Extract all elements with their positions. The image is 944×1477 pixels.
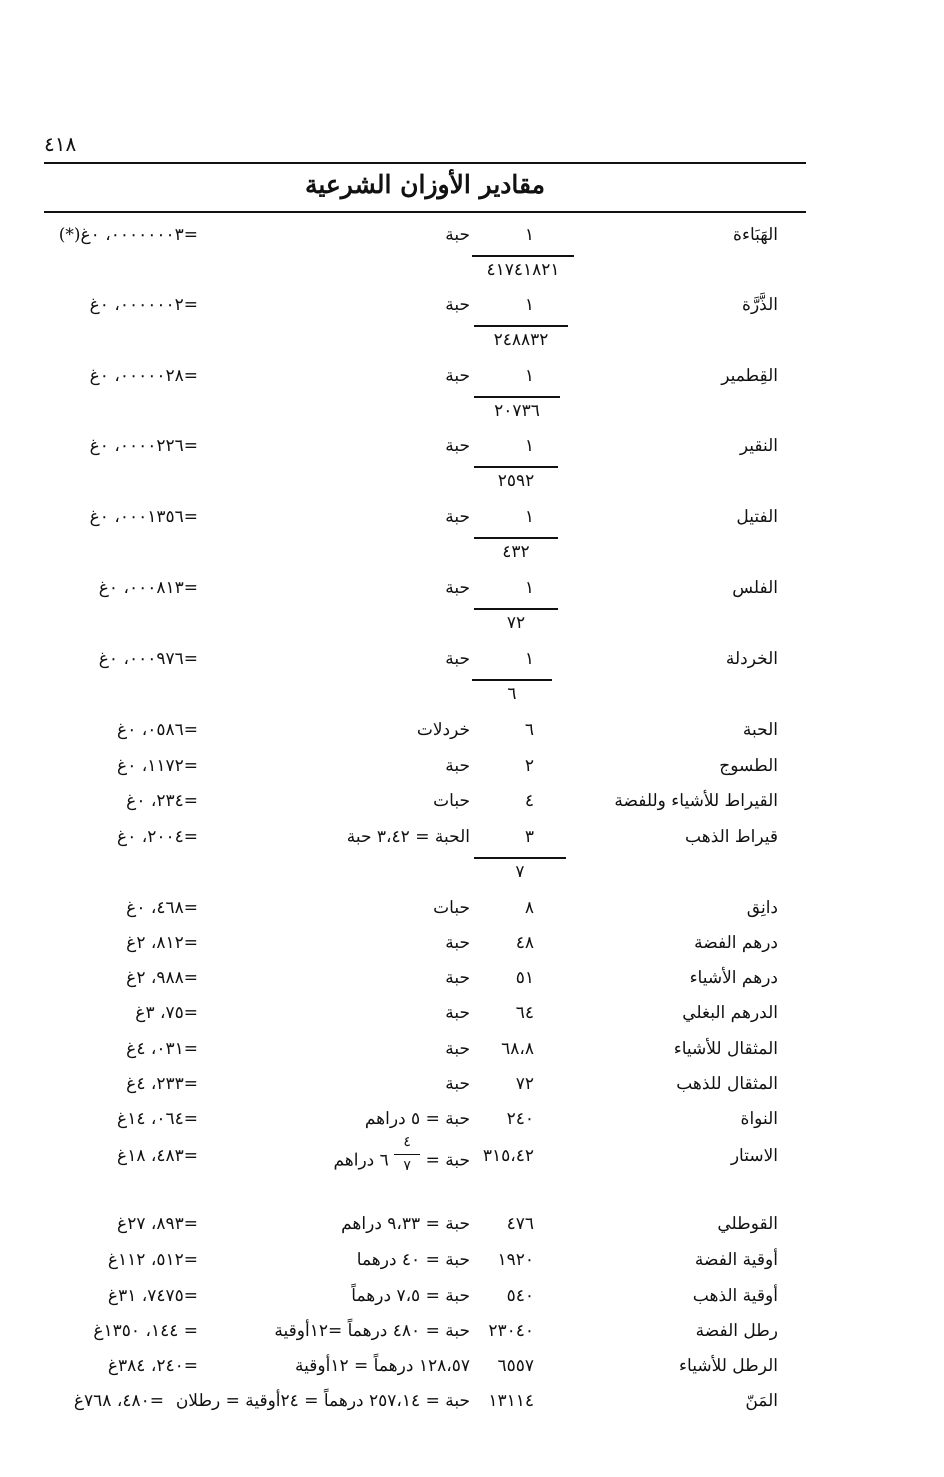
- fraction-denominator: ٧: [515, 862, 525, 882]
- measure-name: أوقية الذهب: [692, 1286, 778, 1306]
- gram-equivalent: =٠٠٠٨١٣، ٠غ: [98, 578, 198, 598]
- fraction-denominator: ٦: [507, 684, 517, 704]
- measure-name: الدرهم البغلي: [682, 1003, 778, 1023]
- gram-equivalent: =٢٣٣، ٤غ: [126, 1074, 198, 1094]
- gram-equivalent: =٠٠٠٠٠٢٨، ٠غ: [89, 366, 198, 386]
- measure-name: القوطلي: [717, 1214, 778, 1234]
- measure-name: النقير: [739, 436, 778, 456]
- measure-name: النواة: [740, 1109, 778, 1129]
- title-rule: [44, 211, 806, 213]
- measure-value: ٦٤: [515, 1003, 534, 1023]
- gram-equivalent: =٠٠٠٠٠٠٠٣، ٠غ(*): [58, 225, 198, 245]
- table-row: [0, 756, 944, 786]
- measure-value: ٣١٥،٤٢: [482, 1146, 534, 1166]
- fraction-bar: [474, 325, 568, 327]
- measure-unit: حبة = ٢٥٧،١٤ درهماً = ٢٤أوقية = رطلان: [175, 1391, 470, 1411]
- measure-unit: حبة = ٤٠ درهما: [356, 1250, 470, 1270]
- page-title: مقادير الأوزان الشرعية: [304, 170, 546, 199]
- table-row: [0, 1214, 944, 1244]
- table-row: [0, 1003, 944, 1033]
- gram-equivalent: =٠٠٠٠٠٠٢، ٠غ: [89, 295, 198, 315]
- unit-suffix: دراهم: [333, 1150, 375, 1171]
- measure-name: الحبة: [742, 720, 778, 740]
- fraction-bar: [474, 466, 558, 468]
- measure-name: الطسوج: [719, 756, 778, 776]
- gram-equivalent: =٧٤٧٥، ٣١غ: [107, 1286, 198, 1306]
- table-row: [0, 827, 944, 857]
- measure-unit: حبة: [445, 933, 470, 953]
- measure-value: ٣: [524, 827, 534, 847]
- table-row: [0, 968, 944, 998]
- measure-name: الفتيل: [736, 507, 778, 527]
- gram-equivalent: =٥١٢، ١١٢غ: [107, 1250, 198, 1270]
- gram-equivalent: = ١٤٤، ١٣٥٠غ: [93, 1321, 198, 1341]
- measure-unit: حبة: [445, 507, 470, 527]
- measure-unit: ١٢٨،٥٧ درهماً = ١٢أوقية: [295, 1356, 470, 1376]
- fraction-bar: [472, 679, 552, 681]
- gram-equivalent: =١١٧٢، ٠غ: [117, 756, 198, 776]
- measure-value: ٧٢: [515, 1074, 534, 1094]
- measure-unit: حبات: [433, 898, 470, 918]
- fraction-line: [394, 1154, 420, 1155]
- measure-name: المثقال للذهب: [676, 1074, 778, 1094]
- measure-name: درهم الفضة: [694, 933, 778, 953]
- table-row: [0, 1391, 944, 1421]
- measure-unit: حبة: [445, 225, 470, 245]
- measure-value: ١: [524, 578, 534, 598]
- measure-value: ٨: [524, 898, 534, 918]
- gram-equivalent: =٢٤٠، ٣٨٤غ: [107, 1356, 198, 1376]
- fraction-bar: [474, 857, 566, 859]
- measure-name: الفلس: [732, 578, 778, 598]
- measure-unit: حبات: [433, 791, 470, 811]
- measure-value: ١: [524, 366, 534, 386]
- fraction-denominator: ٢٤٨٨٣٢: [493, 330, 549, 350]
- measure-value: ٦: [524, 720, 534, 740]
- table-row: [0, 1109, 944, 1139]
- fraction-numerator: ٤: [403, 1134, 411, 1150]
- fraction-bar: [472, 255, 574, 257]
- measure-value: ١: [524, 225, 534, 245]
- measure-name: الخردلة: [725, 649, 778, 669]
- gram-equivalent: =٠٦٤، ١٤غ: [117, 1109, 198, 1129]
- measure-unit: حبة: [445, 295, 470, 315]
- gram-equivalent: =٠٥٨٦، ٠غ: [117, 720, 198, 740]
- table-row: [0, 1286, 944, 1316]
- measure-value: ١: [524, 295, 534, 315]
- measure-value: ٦٥٥٧: [497, 1356, 534, 1376]
- top-rule: [44, 162, 806, 164]
- measure-name: درهم الأشياء: [689, 968, 778, 988]
- measure-value: ٤: [524, 791, 534, 811]
- table-row: [0, 1250, 944, 1280]
- measure-name: أوقية الفضة: [694, 1250, 778, 1270]
- measure-name: الاستار: [730, 1146, 778, 1166]
- fraction-bar: [474, 537, 558, 539]
- measure-name: المثقال للأشياء: [673, 1039, 778, 1059]
- measure-name: القيراط للأشياء وللفضة: [614, 791, 778, 811]
- gram-equivalent: =٢٣٤، ٠غ: [126, 791, 198, 811]
- measure-name: الهَبَاءة: [733, 225, 778, 245]
- measure-value: ١٩٢٠: [497, 1250, 534, 1270]
- measure-name: رطل الفضة: [695, 1321, 778, 1341]
- table-row: [0, 436, 944, 466]
- measure-value: ٤٨: [515, 933, 534, 953]
- fraction-denominator: ٧٢: [506, 613, 526, 633]
- gram-equivalent: =٤٦٨، ٠غ: [126, 898, 198, 918]
- table-row: [0, 1074, 944, 1104]
- table-row: [0, 507, 944, 537]
- measure-value: ٢: [524, 756, 534, 776]
- table-row: [0, 933, 944, 963]
- measure-unit: حبة: [445, 436, 470, 456]
- mixed-fraction: [400, 1134, 414, 1176]
- gram-equivalent: =٠٠٠٩٧٦، ٠غ: [98, 649, 198, 669]
- measure-name: دانِق: [746, 898, 778, 918]
- measure-unit: حبة = ٤٨٠ درهماً =١٢أوقية: [274, 1321, 470, 1341]
- table-row: [0, 1039, 944, 1069]
- measure-name: المَنّ: [745, 1391, 778, 1411]
- gram-equivalent: =٩٨٨، ٢غ: [126, 968, 198, 988]
- measure-value: ١: [524, 436, 534, 456]
- fraction-bar: [474, 396, 560, 398]
- table-row: [0, 295, 944, 325]
- fraction-denominator: ٧: [403, 1158, 411, 1174]
- unit-prefix: حبة =: [425, 1150, 470, 1171]
- measure-name: قيراط الذهب: [685, 827, 778, 847]
- measure-value: ٥١: [515, 968, 534, 988]
- fraction-denominator: ٢٠٧٣٦: [494, 401, 540, 421]
- measure-value: ٢٣٠٤٠: [488, 1321, 534, 1341]
- table-row: [0, 649, 944, 679]
- measure-unit: حبة = ٥ دراهم: [364, 1109, 470, 1129]
- measure-value: ٤٧٦: [506, 1214, 534, 1234]
- gram-equivalent: =٠٠٠١٣٥٦، ٠غ: [89, 507, 198, 527]
- gram-equivalent: =٢٠٠٤، ٠غ: [117, 827, 198, 847]
- measure-unit: حبة: [445, 366, 470, 386]
- measure-unit: حبة = ٧،٥ درهماً: [351, 1286, 470, 1306]
- gram-equivalent: =٨٩٣، ٢٧غ: [117, 1214, 198, 1234]
- measure-unit: حبة: [445, 578, 470, 598]
- measure-unit: الحبة = ٣،٤٢ حبة: [346, 827, 470, 847]
- measure-unit: خردلات: [416, 720, 470, 740]
- table-row: [0, 898, 944, 928]
- table-row: [0, 720, 944, 750]
- table-row: [0, 225, 944, 255]
- measure-unit: حبة: [445, 1003, 470, 1023]
- measure-unit: حبة: [445, 649, 470, 669]
- measure-unit: [333, 1134, 470, 1176]
- page-number: ٤١٨: [44, 132, 77, 156]
- measure-name: الرطل للأشياء: [679, 1356, 778, 1376]
- table-row: [0, 1356, 944, 1386]
- gram-equivalent: =٨١٢، ٢غ: [126, 933, 198, 953]
- gram-equivalent: =٤٨٠، ٧٦٨غ: [73, 1391, 164, 1411]
- measure-value: ٦٨،٨: [501, 1039, 534, 1059]
- fraction-bar: [474, 608, 558, 610]
- measure-name: الذَّرَّة: [742, 295, 778, 315]
- measure-value: ١٣١١٤: [488, 1391, 534, 1411]
- measure-unit: حبة = ٩،٣٣ دراهم: [341, 1214, 470, 1234]
- table-row: [0, 366, 944, 396]
- table-row: [0, 1321, 944, 1351]
- measure-value: ٥٤٠: [506, 1286, 534, 1306]
- fraction-denominator: ٤١٧٤١٨٢١: [486, 260, 560, 280]
- table-row: [0, 791, 944, 821]
- table-row: [0, 578, 944, 608]
- table-row: [0, 1134, 944, 1176]
- fraction-integer: ٦: [379, 1150, 389, 1171]
- measure-unit: حبة: [445, 1074, 470, 1094]
- gram-equivalent: =٧٥، ٣غ: [135, 1003, 198, 1023]
- measure-unit: حبة: [445, 968, 470, 988]
- measure-value: ١: [524, 507, 534, 527]
- gram-equivalent: =٠٣١، ٤غ: [126, 1039, 198, 1059]
- fraction-denominator: ٢٥٩٢: [497, 471, 535, 491]
- gram-equivalent: =٠٠٠٠٢٢٦، ٠غ: [89, 436, 198, 456]
- measure-unit: حبة: [445, 1039, 470, 1059]
- fraction-denominator: ٤٣٢: [502, 542, 530, 562]
- measure-value: ٢٤٠: [506, 1109, 534, 1129]
- measure-unit: حبة: [445, 756, 470, 776]
- gram-equivalent: =٤٨٣، ١٨غ: [117, 1146, 198, 1166]
- measure-name: القِطمير: [721, 366, 778, 386]
- measure-value: ١: [524, 649, 534, 669]
